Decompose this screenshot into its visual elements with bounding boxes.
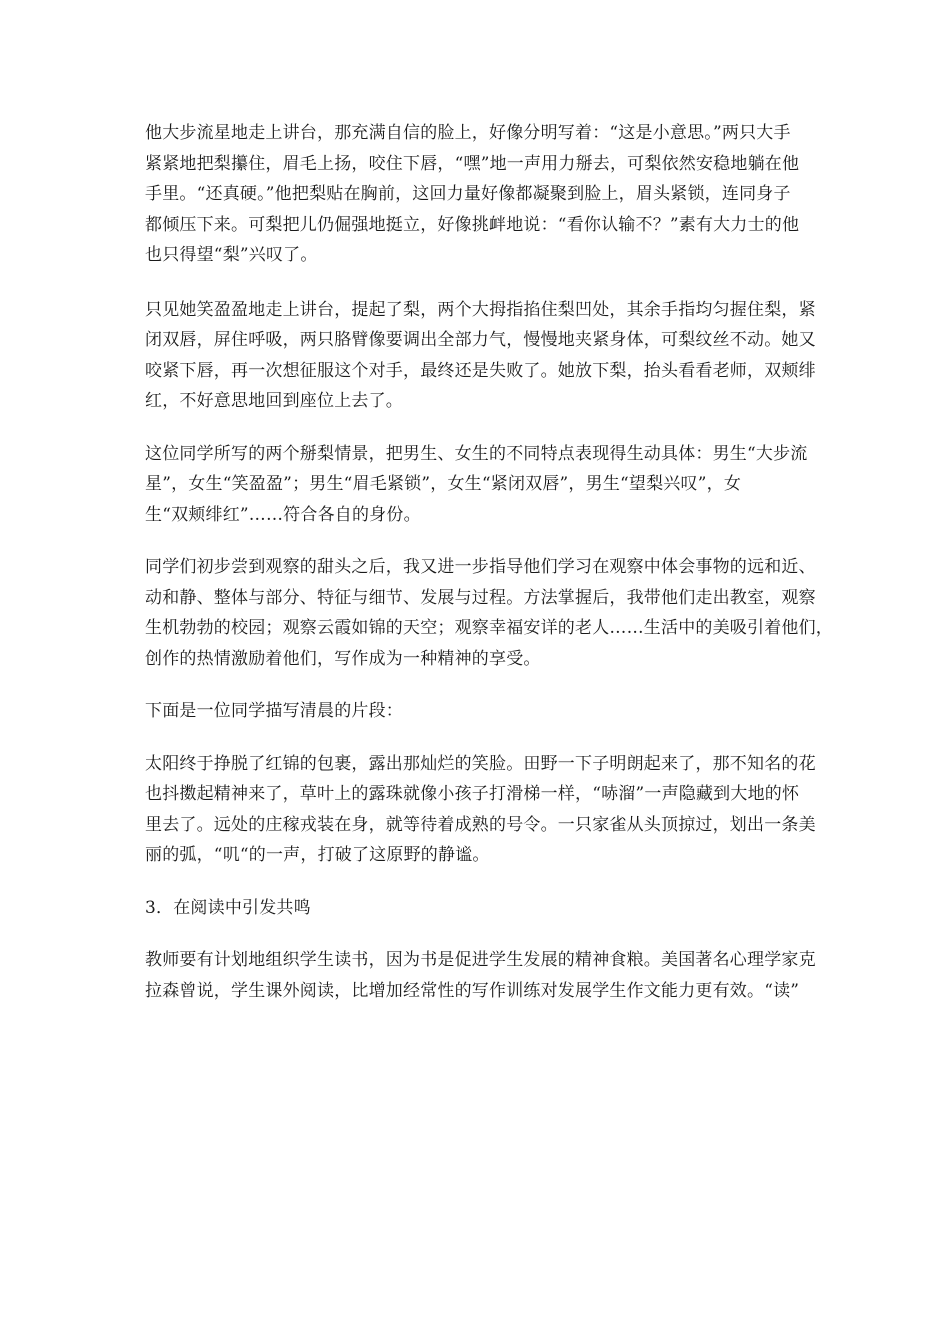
paragraph-spacer [145,417,810,439]
text-line: 下面是一位同学描写清晨的片段： [145,701,403,721]
paragraph-spacer [145,271,810,295]
paragraph-spacer [145,923,810,945]
text-line: 紧紧地把梨攥住，眉毛上扬，咬住下唇，“嘿”地一声用力掰去，可梨依然安稳地躺在他 [145,153,800,174]
text-line: 教师要有计划地组织学生读书，因为书是促进学生发展的精神食粮。美国著名心理学家克 [145,950,816,970]
paragraph-pear-boy [145,118,810,271]
text-line: 咬紧下唇，再一次想征服这个对手，最终还是失败了。她放下梨，抬头看看老师，双颊绯 [145,360,816,381]
paragraph-morning-excerpt [145,749,816,871]
text-line: 同学们初步尝到观察的甜头之后，我又进一步指导他们学习在观察中体会事物的远和近、 [145,557,816,577]
text-line: 拉森曾说，学生课外阅读，比增加经常性的写作训练对发展学生作文能力更有效。“读” [145,980,800,1001]
section-heading [145,893,810,924]
paragraph-pear-girl [145,295,816,417]
text-line: 里去了。远处的庄稼戎装在身，就等待着成熟的号令。一只家雀从头顶掠过，划出一条美 [145,814,816,835]
text-line: 3．在阅读中引发共鸣 [145,897,311,918]
text-line: 都倾压下来。可梨把儿仍倔强地挺立，好像挑衅地说：“看你认输不？”素有大力士的他 [145,214,800,235]
paragraph-observation [145,552,833,674]
text-line: 这位同学所写的两个掰梨情景，把男生、女生的不同特点表现得生动具体：男生“大步流 [145,443,808,464]
document-body [145,118,833,1006]
text-line: 手里。“还真硬。”他把梨贴在胸前，这回力量好像都凝聚到脸上，眉头紧锁，连同身子 [145,184,791,204]
text-line: 生机勃勃的校园；观察云霞如锦的天空；观察幸福安详的老人……生活中的美吸引着他们， [145,618,833,638]
paragraph-spacer [145,674,810,696]
text-line: 太阳终于挣脱了红锦的包裹，露出那灿烂的笑脸。田野一下子明朗起来了，那不知名的花 [145,753,816,774]
text-line: 动和静、整体与部分、特征与细节、发展与过程。方法掌握后，我带他们走出教室，观察 [145,587,816,608]
text-line: 星”，女生“笑盈盈”；男生“眉毛紧锁”，女生“紧闭双唇”，男生“望梨兴叹”，女 [145,474,742,494]
paragraph-reading [145,945,816,1006]
paragraph-spacer [145,727,810,749]
paragraph-spacer [145,871,810,893]
text-line: 红，不好意思地回到座位上去了。 [145,391,403,411]
text-line: 丽的弧，“叽“的一声，打破了这原野的静谧。 [145,845,490,865]
text-line: 创作的热情激励着他们，写作成为一种精神的享受。 [145,648,541,669]
paragraph-intro-morning [145,696,810,727]
paragraph-spacer [145,530,810,552]
text-line: 也抖擞起精神来了，草叶上的露珠就像小孩子打滑梯一样，“哧溜”一声隐藏到大地的怀 [145,784,800,804]
text-line: 闭双唇，屏住呼吸，两只胳臂像要调出全部力气，慢慢地夹紧身体，可梨纹丝不动。她又 [145,330,816,350]
text-line: 只见她笑盈盈地走上讲台，提起了梨，两个大拇指掐住梨凹处，其余手指均匀握住梨，紧 [145,299,816,320]
text-line: 也只得望“梨”兴叹了。 [145,245,318,265]
text-line: 他大步流星地走上讲台，那充满自信的脸上，好像分明写着：“这是小意思。”两只大手 [145,123,791,143]
text-line: 生“双颊绯红”……符合各自的身份。 [145,504,421,525]
paragraph-analysis [145,439,810,531]
